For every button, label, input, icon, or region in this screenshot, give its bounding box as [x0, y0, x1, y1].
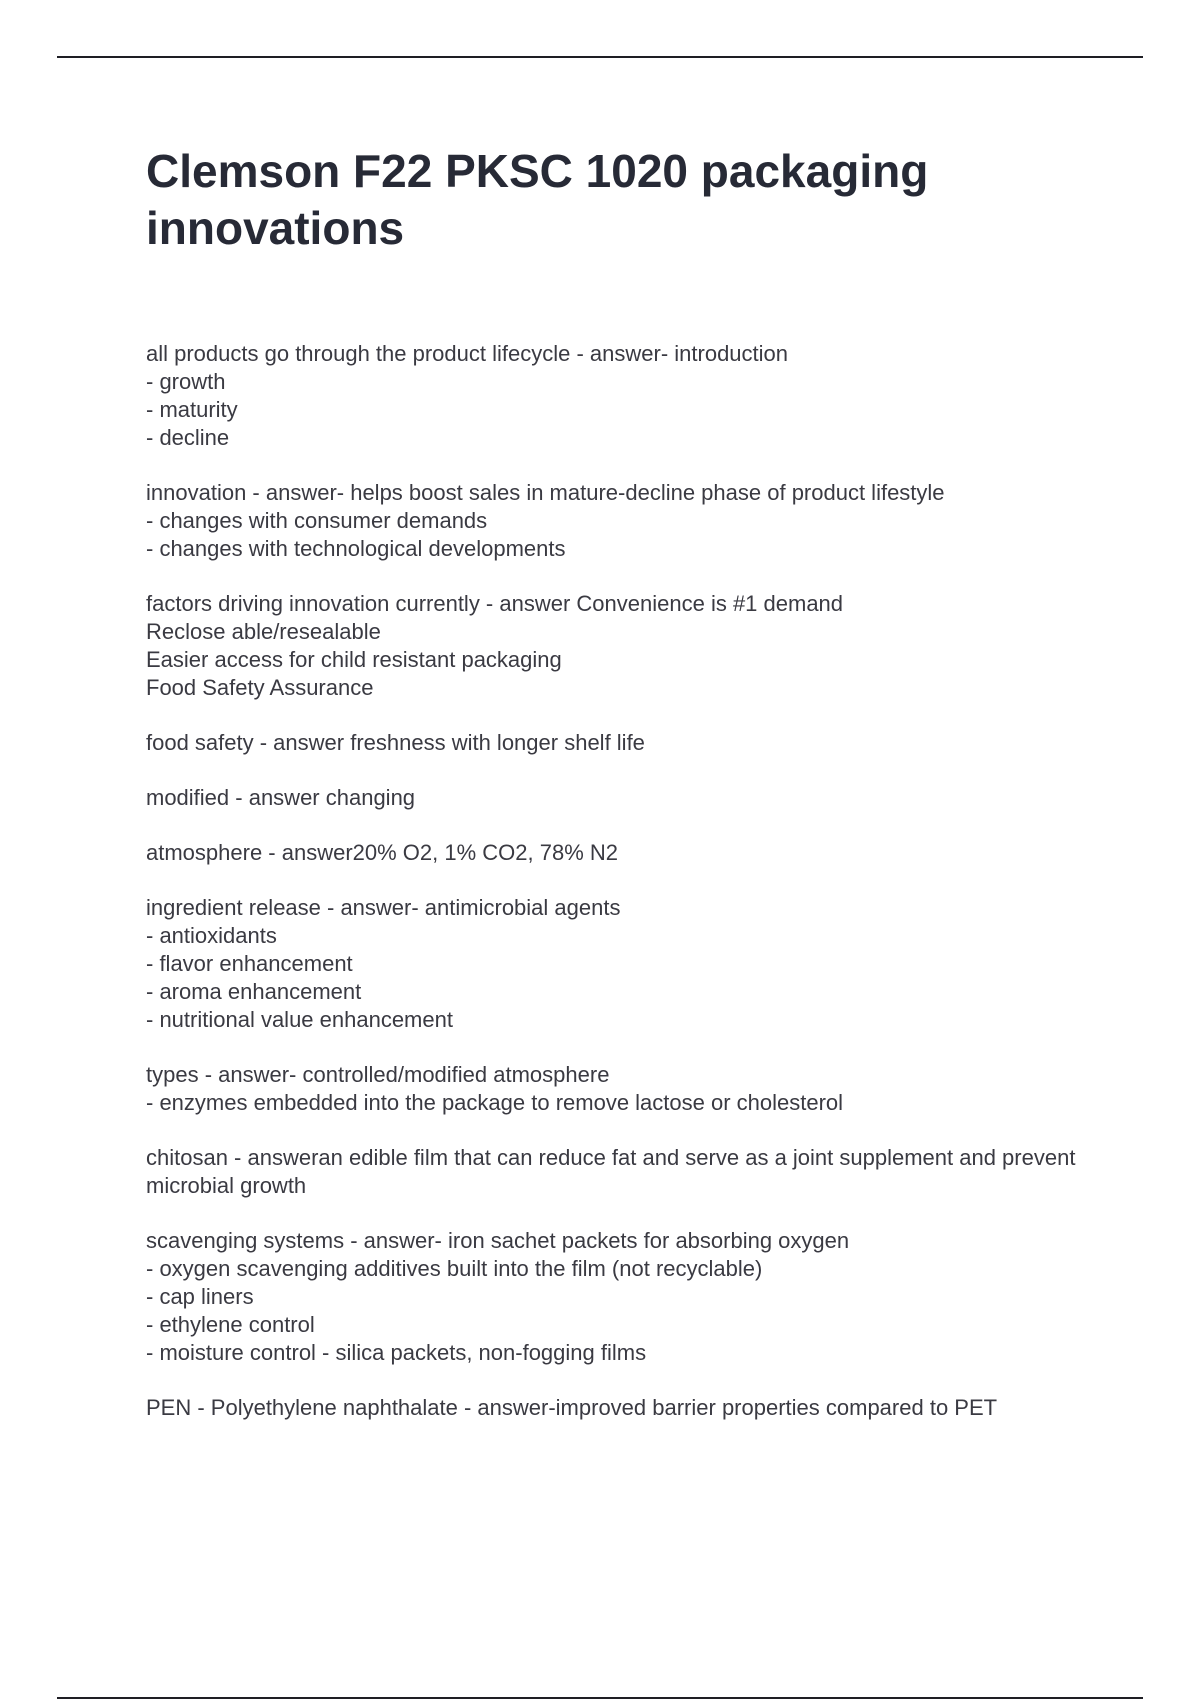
card-line: - moisture control - silica packets, non-fogging films [146, 1340, 647, 1365]
bottom-divider [57, 1697, 1143, 1699]
flashcard-innovation [146, 479, 1106, 563]
card-line: ingredient release - answer- antimicrobial agents [146, 895, 621, 920]
flashcard-list [146, 340, 1106, 1449]
card-line: Reclose able/resealable [146, 619, 381, 644]
flashcard-modified [146, 784, 1106, 812]
flashcard-food-safety [146, 729, 1106, 757]
card-line: - flavor enhancement [146, 951, 353, 976]
flashcard-scavenging-systems [146, 1227, 1106, 1367]
card-line: - antioxidants [146, 923, 277, 948]
card-line: - nutritional value enhancement [146, 1007, 453, 1032]
card-line: - changes with consumer demands [146, 508, 488, 533]
flashcard-product-lifecycle [146, 340, 1106, 452]
flashcard-chitosan [146, 1144, 1106, 1200]
card-line: - oxygen scavenging additives built into the film (not recyclable) [146, 1256, 763, 1281]
card-line: innovation - answer- helps boost sales in mature-decline phase of product lifestyle [146, 480, 945, 505]
card-line: - ethylene control [146, 1312, 315, 1337]
flashcard-factors-driving-innovation [146, 590, 1106, 702]
card-line: - maturity [146, 397, 238, 422]
card-line: modified - answer changing [146, 785, 416, 810]
card-line: - decline [146, 425, 230, 450]
card-line: - cap liners [146, 1284, 254, 1309]
flashcard-ingredient-release [146, 894, 1106, 1034]
card-line: Easier access for child resistant packaging [146, 647, 562, 672]
card-line: chitosan - answeran edible film that can reduce fat and serve as a joint supplement and prevent microbial growth [146, 1145, 1076, 1198]
top-divider [57, 56, 1143, 58]
card-line: food safety - answer freshness with longer shelf life [146, 730, 645, 755]
card-line: - changes with technological developments [146, 536, 566, 561]
card-line: Food Safety Assurance [146, 675, 374, 700]
flashcard-atmosphere [146, 839, 1106, 867]
document-title: Clemson F22 PKSC 1020 packaging innovations [146, 145, 929, 254]
card-line: - aroma enhancement [146, 979, 362, 1004]
flashcard-pen [146, 1394, 1106, 1422]
card-line: PEN - Polyethylene naphthalate - answer-improved barrier properties compared to PET [146, 1395, 998, 1420]
card-line: factors driving innovation currently - answer Convenience is #1 demand [146, 591, 844, 616]
card-line: all products go through the product lifecycle - answer- introduction [146, 341, 789, 366]
card-line: - growth [146, 369, 226, 394]
card-line: - enzymes embedded into the package to remove lactose or cholesterol [146, 1090, 844, 1115]
flashcard-types [146, 1061, 1106, 1117]
card-line: types - answer- controlled/modified atmosphere [146, 1062, 610, 1087]
card-line: atmosphere - answer20% O2, 1% CO2, 78% N2 [146, 840, 619, 865]
card-line: scavenging systems - answer- iron sachet packets for absorbing oxygen [146, 1228, 850, 1253]
